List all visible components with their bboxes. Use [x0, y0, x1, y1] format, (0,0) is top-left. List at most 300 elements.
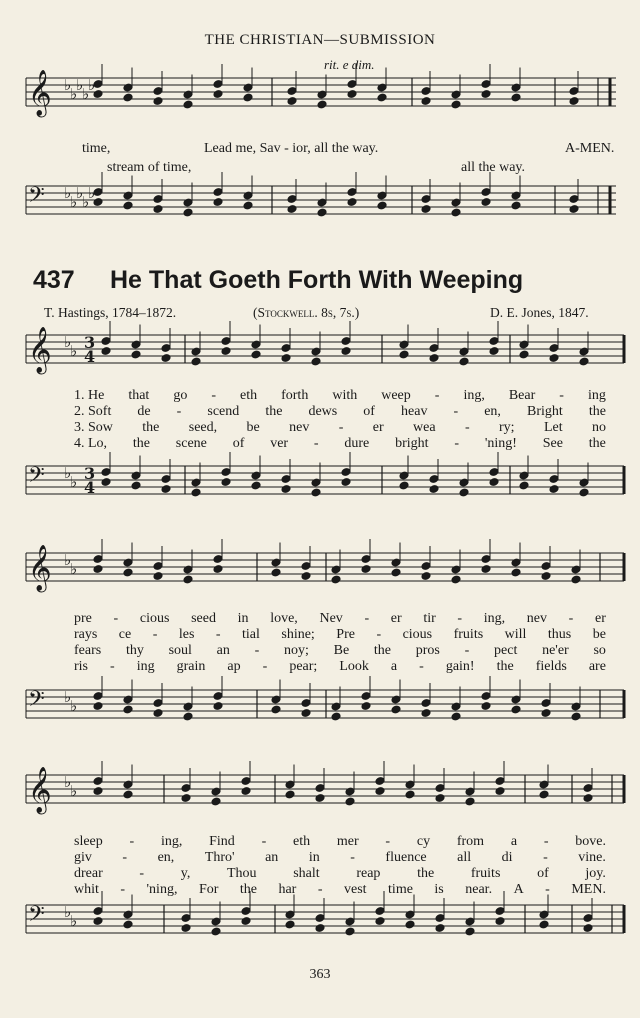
- verse-syllable: 2. Soft: [74, 404, 112, 419]
- verse-syllable: an: [265, 850, 279, 865]
- verse-syllable: de: [137, 404, 151, 419]
- note-head: [391, 705, 401, 714]
- note-head: [571, 712, 581, 721]
- note-head: [465, 927, 475, 936]
- verse-syllable: 3. Sow: [74, 420, 113, 435]
- verse-syllable: vine.: [578, 850, 606, 865]
- verse-syllable: the: [239, 882, 257, 897]
- note-head: [451, 712, 461, 721]
- note-head: [221, 478, 231, 487]
- verse-syllable: Let: [543, 420, 563, 435]
- note-head: [421, 97, 431, 106]
- note-head: [569, 205, 579, 214]
- verse-syllable: with: [332, 388, 358, 403]
- flat-icon: ♭: [64, 903, 72, 921]
- verse-syllable: from: [456, 834, 485, 849]
- verse-syllable: the: [373, 643, 392, 658]
- note-head: [571, 575, 581, 584]
- time-sig-bottom: 4: [84, 478, 96, 497]
- verse-syllable: reap: [356, 866, 381, 881]
- verse-syllable: Look: [339, 659, 369, 674]
- verse-syllable: ce: [118, 627, 132, 642]
- verse-syllable: grain: [176, 659, 206, 674]
- note-head: [429, 354, 439, 363]
- flat-icon: ♭: [64, 551, 72, 569]
- verse-syllable: the: [588, 436, 606, 451]
- note-head: [93, 565, 103, 574]
- treble-clef-icon: 𝄞: [28, 767, 52, 813]
- verse-syllable: of: [232, 436, 245, 451]
- verse-syllable: vest: [344, 882, 367, 897]
- note-head: [345, 927, 355, 936]
- verse-syllable: cious: [139, 611, 170, 626]
- note-head: [161, 485, 171, 494]
- flat-icon: ♭: [64, 76, 72, 94]
- flat-icon: ♭: [76, 184, 84, 202]
- flat-icon: ♭: [64, 773, 72, 791]
- verse-syllable: rays: [74, 627, 98, 642]
- verse-syllable: -: [338, 420, 344, 435]
- note-head: [399, 481, 409, 490]
- flat-icon: ♭: [64, 464, 72, 482]
- note-head: [181, 924, 191, 933]
- verse-syllable: Thro': [204, 850, 235, 865]
- verse-syllable: ver: [270, 436, 289, 451]
- verse-row: [74, 659, 606, 675]
- note-head: [481, 198, 491, 207]
- note-head: [481, 90, 491, 99]
- verse-syllable: scend: [207, 404, 240, 419]
- verse-syllable: all: [457, 850, 472, 865]
- verse-syllable: fields: [535, 659, 567, 674]
- flat-icon: ♭: [82, 193, 90, 211]
- verse-syllable: dure: [344, 436, 370, 451]
- verse-syllable: giv: [74, 850, 92, 865]
- note-head: [93, 702, 103, 711]
- note-head: [287, 205, 297, 214]
- verse-syllable: weep: [381, 388, 411, 403]
- note-head: [281, 485, 291, 494]
- note-head: [435, 794, 445, 803]
- verse-syllable: er: [595, 611, 606, 626]
- treble-clef-icon: 𝄞: [28, 545, 52, 591]
- note-head: [539, 790, 549, 799]
- verse-syllable: drear: [74, 866, 103, 881]
- verse-syllable: thy: [125, 643, 144, 658]
- verse-syllable: the: [417, 866, 435, 881]
- verse-syllable: eth: [240, 388, 258, 403]
- verse-syllable: -: [543, 850, 548, 865]
- note-head: [405, 790, 415, 799]
- verse-syllable: -: [129, 834, 135, 849]
- verse-syllable: -: [313, 436, 319, 451]
- note-head: [301, 709, 311, 718]
- verse-syllable: thus: [547, 627, 572, 642]
- note-head: [251, 481, 261, 490]
- verse-syllable: -: [543, 834, 549, 849]
- verse-syllable: of: [537, 866, 549, 881]
- note-head: [541, 572, 551, 581]
- hymn-tune: (Stockwell. 8s, 7s.): [253, 305, 360, 320]
- note-head: [213, 90, 223, 99]
- time-sig-bottom: 4: [84, 347, 96, 366]
- verse-syllable: er: [372, 420, 384, 435]
- verse-syllable: be: [246, 420, 260, 435]
- flat-icon: ♭: [82, 85, 90, 103]
- prev-lyric-lead-me: Lead me, Sav - ior, all the way.: [204, 141, 379, 156]
- note-head: [347, 90, 357, 99]
- note-head: [331, 575, 341, 584]
- verse-syllable: nev: [289, 420, 310, 435]
- note-head: [459, 488, 469, 497]
- verse-syllable: -: [122, 850, 128, 865]
- verse-syllable: tial: [242, 627, 260, 642]
- verse-syllable: fruits: [453, 627, 484, 642]
- verse-syllable: a: [390, 659, 398, 674]
- prev-lyric-stream: stream of time,: [107, 160, 192, 175]
- verse-syllable: -: [453, 404, 459, 419]
- verse-syllable: shalt: [293, 866, 320, 881]
- verse-syllable: Bright: [526, 404, 563, 419]
- flat-icon: ♭: [64, 184, 72, 202]
- verse-syllable: soul: [168, 643, 192, 658]
- verse-syllable: no: [591, 420, 606, 435]
- verse-syllable: -: [376, 627, 382, 642]
- verse-syllable: near.: [465, 882, 493, 897]
- verse-row: [74, 850, 606, 866]
- verse-syllable: whit: [74, 882, 99, 897]
- verse-syllable: A: [513, 882, 524, 897]
- verse-syllable: cious: [402, 627, 433, 642]
- note-head: [345, 797, 355, 806]
- verse-syllable: time: [388, 882, 413, 897]
- verse-syllable: -: [211, 388, 216, 403]
- note-head: [241, 787, 251, 796]
- note-head: [191, 488, 201, 497]
- verse-syllable: Nev: [319, 611, 343, 626]
- time-sig-top: 3: [84, 333, 96, 352]
- note-head: [123, 790, 133, 799]
- verse-syllable: -: [262, 659, 268, 674]
- verse-syllable: har: [278, 882, 297, 897]
- note-head: [123, 568, 133, 577]
- verse-syllable: joy.: [585, 866, 606, 881]
- verse-syllable: ne'er: [542, 643, 569, 658]
- verse-syllable: See: [542, 436, 563, 451]
- note-head: [251, 350, 261, 359]
- note-head: [489, 347, 499, 356]
- note-head: [569, 97, 579, 106]
- note-head: [451, 208, 461, 217]
- note-head: [341, 478, 351, 487]
- verse-syllable: 4. Lo,: [74, 436, 108, 451]
- note-head: [429, 485, 439, 494]
- verse-syllable: ing,: [463, 388, 485, 403]
- verse-syllable: -: [464, 420, 470, 435]
- note-head: [211, 927, 221, 936]
- verse-syllable: the: [588, 404, 606, 419]
- note-head: [241, 917, 251, 926]
- verse-syllable: -: [152, 627, 158, 642]
- verse-syllable: er: [390, 611, 402, 626]
- verse-syllable: scene: [175, 436, 207, 451]
- note-head: [361, 702, 371, 711]
- verse-syllable: -: [385, 834, 391, 849]
- verse-syllable: -: [545, 882, 550, 897]
- note-head: [459, 357, 469, 366]
- verse-syllable: les: [178, 627, 195, 642]
- note-head: [285, 790, 295, 799]
- note-head: [93, 787, 103, 796]
- verse-syllable: -: [457, 611, 463, 626]
- note-head: [211, 797, 221, 806]
- bass-clef-icon: 𝄢: [28, 463, 45, 493]
- tempo-marking: rit. e dim.: [324, 57, 375, 72]
- verse-row: [74, 388, 606, 404]
- note-head: [315, 794, 325, 803]
- flat-icon: ♭: [88, 76, 96, 94]
- note-head: [123, 201, 133, 210]
- verse-row: [74, 611, 606, 627]
- note-head: [451, 575, 461, 584]
- verse-syllable: the: [142, 420, 160, 435]
- note-head: [183, 100, 193, 109]
- verse-syllable: tir: [423, 611, 436, 626]
- note-head: [511, 201, 521, 210]
- verse-syllable: Find: [209, 834, 235, 849]
- note-head: [579, 357, 589, 366]
- note-head: [519, 481, 529, 490]
- note-head: [377, 201, 387, 210]
- verse-syllable: -: [454, 436, 460, 451]
- note-head: [317, 100, 327, 109]
- treble-clef-icon: 𝄞: [28, 70, 52, 116]
- verse-syllable: pre: [74, 611, 92, 626]
- note-head: [421, 572, 431, 581]
- verse-syllable: pros: [415, 643, 440, 658]
- verse-syllable: -: [364, 611, 370, 626]
- verse-syllable: pear;: [289, 659, 318, 674]
- verse-syllable: are: [588, 659, 606, 674]
- note-head: [153, 205, 163, 214]
- verse-syllable: ing: [136, 659, 155, 674]
- verse-syllable: -: [120, 882, 126, 897]
- verse-syllable: -: [254, 643, 260, 658]
- verse-syllable: fears: [74, 643, 102, 658]
- verse-syllable: go: [173, 388, 188, 403]
- verse-syllable: en,: [157, 850, 175, 865]
- flat-icon: ♭: [70, 193, 78, 211]
- flat-icon: ♭: [64, 333, 72, 351]
- note-head: [191, 357, 201, 366]
- verse-row: [74, 882, 606, 898]
- flat-icon: ♭: [70, 697, 78, 715]
- note-head: [317, 208, 327, 217]
- hymn-title: He That Goeth Forth With Weeping: [110, 266, 524, 294]
- verse-syllable: fluence: [385, 850, 427, 865]
- flat-icon: ♭: [88, 184, 96, 202]
- verse-syllable: -: [419, 659, 424, 674]
- note-head: [583, 924, 593, 933]
- note-head: [101, 347, 111, 356]
- verse-syllable: ap: [227, 659, 241, 674]
- note-head: [183, 712, 193, 721]
- verse-syllable: For: [198, 882, 219, 897]
- verse-syllable: Bear: [508, 388, 536, 403]
- note-head: [331, 712, 341, 721]
- note-head: [315, 924, 325, 933]
- hymn-composer: D. E. Jones, 1847.: [490, 305, 589, 320]
- note-head: [101, 478, 111, 487]
- note-head: [511, 705, 521, 714]
- verse-syllable: is: [434, 882, 444, 897]
- note-head: [221, 347, 231, 356]
- verse-syllable: that: [128, 388, 150, 403]
- note-head: [341, 347, 351, 356]
- verse-syllable: an: [216, 643, 230, 658]
- verse-syllable: -: [139, 866, 145, 881]
- verse-syllable: di: [501, 850, 513, 865]
- note-head: [153, 709, 163, 718]
- verse-syllable: MEN.: [571, 882, 606, 897]
- bass-clef-icon: 𝄢: [28, 687, 45, 717]
- verse-syllable: gain!: [445, 659, 475, 674]
- note-head: [421, 205, 431, 214]
- note-head: [435, 924, 445, 933]
- verse-syllable: ry;: [499, 420, 515, 435]
- verse-syllable: -: [559, 388, 564, 403]
- verse-syllable: fruits: [470, 866, 501, 881]
- note-head: [495, 917, 505, 926]
- flat-icon: ♭: [70, 473, 78, 491]
- verse-syllable: of: [363, 404, 375, 419]
- verse-syllable: 1. He: [74, 388, 105, 403]
- flat-icon: ♭: [70, 912, 78, 930]
- verse-syllable: the: [496, 659, 514, 674]
- note-head: [243, 201, 253, 210]
- verse-syllable: the: [265, 404, 283, 419]
- note-head: [271, 568, 281, 577]
- verse-syllable: Thou: [227, 866, 257, 881]
- hymn-number: 437: [33, 266, 75, 294]
- note-head: [399, 350, 409, 359]
- note-head: [131, 350, 141, 359]
- verse-syllable: wea: [413, 420, 436, 435]
- verse-syllable: en,: [484, 404, 501, 419]
- note-head: [281, 354, 291, 363]
- verse-syllable: -: [568, 611, 574, 626]
- flat-icon: ♭: [70, 342, 78, 360]
- verse-syllable: bright: [395, 436, 429, 451]
- note-head: [311, 488, 321, 497]
- note-head: [511, 568, 521, 577]
- note-head: [123, 93, 133, 102]
- verse-syllable: ris: [74, 659, 88, 674]
- note-head: [375, 917, 385, 926]
- verse-syllable: Be: [333, 643, 350, 658]
- note-head: [465, 797, 475, 806]
- verse-syllable: pect: [494, 643, 518, 658]
- prev-lyric-amen: A-MEN.: [565, 141, 615, 156]
- time-sig-top: 3: [84, 464, 96, 483]
- verse-syllable: seed,: [188, 420, 218, 435]
- note-head: [161, 354, 171, 363]
- verse-row: [74, 436, 606, 452]
- verse-syllable: seed: [191, 611, 216, 626]
- verse-syllable: a: [510, 834, 518, 849]
- page-number: 363: [309, 967, 331, 982]
- verse-syllable: -: [176, 404, 182, 419]
- verse-syllable: sleep: [74, 834, 103, 849]
- verse-syllable: mer: [336, 834, 359, 849]
- note-head: [391, 568, 401, 577]
- verse-syllable: the: [132, 436, 150, 451]
- page-header: THE CHRISTIAN—SUBMISSION: [204, 32, 436, 48]
- verse-syllable: -: [215, 627, 221, 642]
- verse-syllable: ing: [587, 388, 606, 403]
- note-head: [541, 709, 551, 718]
- verse-syllable: 'ning,: [146, 882, 178, 897]
- verse-row: [74, 420, 606, 436]
- note-head: [481, 565, 491, 574]
- note-head: [181, 794, 191, 803]
- note-head: [131, 481, 141, 490]
- flat-icon: ♭: [64, 688, 72, 706]
- verse-syllable: nev: [526, 611, 548, 626]
- verse-syllable: -: [110, 659, 115, 674]
- flat-icon: ♭: [70, 782, 78, 800]
- note-head: [183, 575, 193, 584]
- verse-syllable: heav: [401, 404, 428, 419]
- verse-syllable: shine;: [281, 627, 315, 642]
- note-head: [361, 565, 371, 574]
- verse-syllable: in: [237, 611, 249, 626]
- prev-lyric-all-the-way: all the way.: [461, 160, 526, 175]
- verse-syllable: so: [593, 643, 606, 658]
- note-head: [579, 488, 589, 497]
- verse-syllable: -: [113, 611, 119, 626]
- verse-row: [74, 643, 606, 659]
- note-head: [183, 208, 193, 217]
- hymn-author: T. Hastings, 1784–1872.: [44, 305, 177, 320]
- note-head: [405, 920, 415, 929]
- bass-clef-icon: 𝄢: [28, 183, 45, 213]
- flat-icon: ♭: [70, 85, 78, 103]
- prev-lyric-time: time,: [82, 141, 111, 156]
- verse-syllable: forth: [281, 388, 309, 403]
- note-head: [489, 478, 499, 487]
- verse-row: [74, 627, 606, 643]
- verse-syllable: cy: [416, 834, 431, 849]
- note-head: [213, 198, 223, 207]
- note-head: [93, 917, 103, 926]
- verse-syllable: in: [308, 850, 320, 865]
- verse-syllable: 'ning!: [484, 436, 517, 451]
- verse-row: [74, 834, 606, 850]
- treble-clef-icon: 𝄞: [28, 327, 52, 373]
- verse-syllable: bove.: [575, 834, 606, 849]
- verse-syllable: y,: [180, 866, 191, 881]
- note-head: [153, 572, 163, 581]
- verse-syllable: -: [317, 882, 323, 897]
- note-head: [347, 198, 357, 207]
- verse-row: [74, 404, 606, 420]
- verse-syllable: noy;: [284, 643, 309, 658]
- verse-syllable: eth: [293, 834, 311, 849]
- note-head: [481, 702, 491, 711]
- note-head: [495, 787, 505, 796]
- note-head: [549, 354, 559, 363]
